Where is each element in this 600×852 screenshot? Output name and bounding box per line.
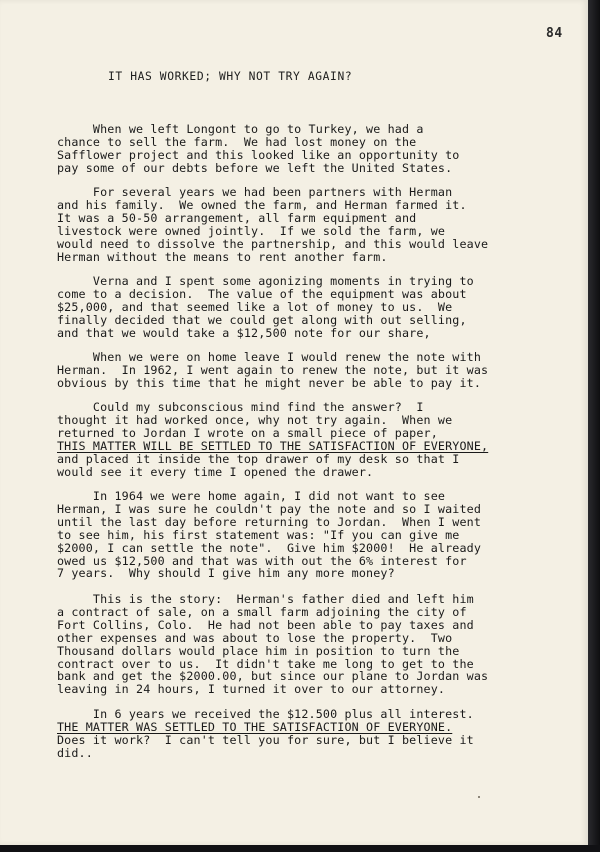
text-line: Herman. In 1962, I went again to renew the note, but it was bbox=[57, 362, 489, 377]
text-line: Safflower project and this looked like an opportunity to bbox=[57, 147, 460, 162]
text-line: and his family. We owned the farm, and Herman farmed it. bbox=[57, 197, 467, 212]
page-bottom-shadow bbox=[0, 845, 600, 852]
text-line: pay some of our debts before we left the United States. bbox=[57, 160, 453, 175]
paragraph-1 bbox=[57, 123, 577, 175]
text-line: did.. bbox=[57, 745, 93, 760]
text-line: until the last day before returning to Jordan. When I went bbox=[57, 514, 482, 529]
text-line: 7 years. Why should I give him any more money? bbox=[57, 566, 395, 581]
paragraph-3 bbox=[57, 275, 577, 340]
text-line: and that we would take a $12,500 note for our share, bbox=[57, 325, 431, 340]
text-line: a contract of sale, on a small farm adjoining the city of bbox=[57, 604, 467, 619]
text-line: would see it every time I opened the drawer. bbox=[57, 464, 374, 479]
text-line: finally decided that we could get along with out selling, bbox=[57, 312, 467, 327]
text-line: Verna and I spent some agonizing moments in trying to bbox=[57, 274, 474, 288]
paragraph-4 bbox=[57, 351, 577, 390]
paragraph-2 bbox=[57, 186, 577, 263]
text-line: obvious by this time that he might never be able to pay it. bbox=[57, 375, 482, 390]
text-line: chance to sell the farm. We had lost money on the bbox=[57, 134, 417, 149]
text-line: For several years we had been partners with Herman bbox=[57, 185, 453, 199]
page-edge-shadow bbox=[588, 0, 600, 852]
text-line: other expenses and was about to lose the property. Two bbox=[57, 630, 453, 645]
text-line: Thousand dollars would place him in position to turn the bbox=[57, 643, 460, 658]
page-number: 84 bbox=[546, 26, 563, 41]
paragraph-6 bbox=[57, 490, 577, 580]
text-line: In 1964 we were home again, I did not want to see bbox=[57, 489, 446, 503]
text-line: livestock were owned jointly. If we sold the farm, we bbox=[57, 223, 446, 238]
text-line: Could my subconscious mind find the answer? I bbox=[57, 400, 424, 414]
text-line: would need to dissolve the partnership, and this would leave bbox=[57, 236, 489, 251]
text-line: Does it work? I can't tell you for sure, but I believe it bbox=[57, 732, 474, 747]
text-line: When we left Longont to go to Turkey, we had a bbox=[57, 122, 424, 136]
text-line: and placed it inside the top drawer of my desk so that I bbox=[57, 451, 460, 466]
text-line: When we were on home leave I would renew the note with bbox=[57, 350, 482, 364]
paragraph-8 bbox=[57, 708, 577, 760]
text-line: leaving in 24 hours, I turned it over to our attorney. bbox=[57, 682, 446, 697]
text-line: It was a 50-50 arrangement, all farm equipment and bbox=[57, 210, 417, 225]
text-line: Fort Collins, Colo. He had not been able to pay taxes and bbox=[57, 617, 474, 632]
text-line: In 6 years we received the $12.500 plus all interest. bbox=[57, 707, 474, 721]
text-line: Herman without the means to rent another farm. bbox=[57, 249, 388, 264]
text-line: thought it had worked once, why not try again. When we bbox=[57, 412, 453, 427]
paper-speck bbox=[478, 796, 480, 798]
text-line: returned to Jordan I wrote on a small piece of paper, bbox=[57, 425, 438, 440]
paragraph-7 bbox=[57, 593, 577, 696]
text-line: $2000, I can settle the note". Give him $2000! He already bbox=[57, 540, 482, 555]
text-line: bank and get the $2000.00, but since our plane to Jordan was bbox=[57, 669, 489, 684]
text-line: contract over to us. It didn't take me long to get to the bbox=[57, 656, 474, 671]
text-line: Herman, I was sure he couldn't pay the note and so I waited bbox=[57, 501, 482, 516]
text-line: This is the story: Herman's father died and left him bbox=[57, 592, 474, 606]
text-line: $25,000, and that seemed like a lot of money to us. We bbox=[57, 299, 453, 314]
paragraph-5 bbox=[57, 401, 577, 478]
page-title: IT HAS WORKED; WHY NOT TRY AGAIN? bbox=[108, 70, 353, 83]
text-line: come to a decision. The value of the equipment was about bbox=[57, 286, 467, 301]
text-line: owed us $12,500 and that was with out the 6% interest for bbox=[57, 553, 467, 568]
underlined-text-line: THE MATTER WAS SETTLED TO THE SATISFACTION OF EVERYONE. bbox=[57, 719, 453, 734]
text-line: to see him, his first statement was: "If you can give me bbox=[57, 527, 460, 542]
underlined-text-line: THIS MATTER WILL BE SETTLED TO THE SATISFACTION OF EVERYONE, bbox=[57, 438, 489, 453]
